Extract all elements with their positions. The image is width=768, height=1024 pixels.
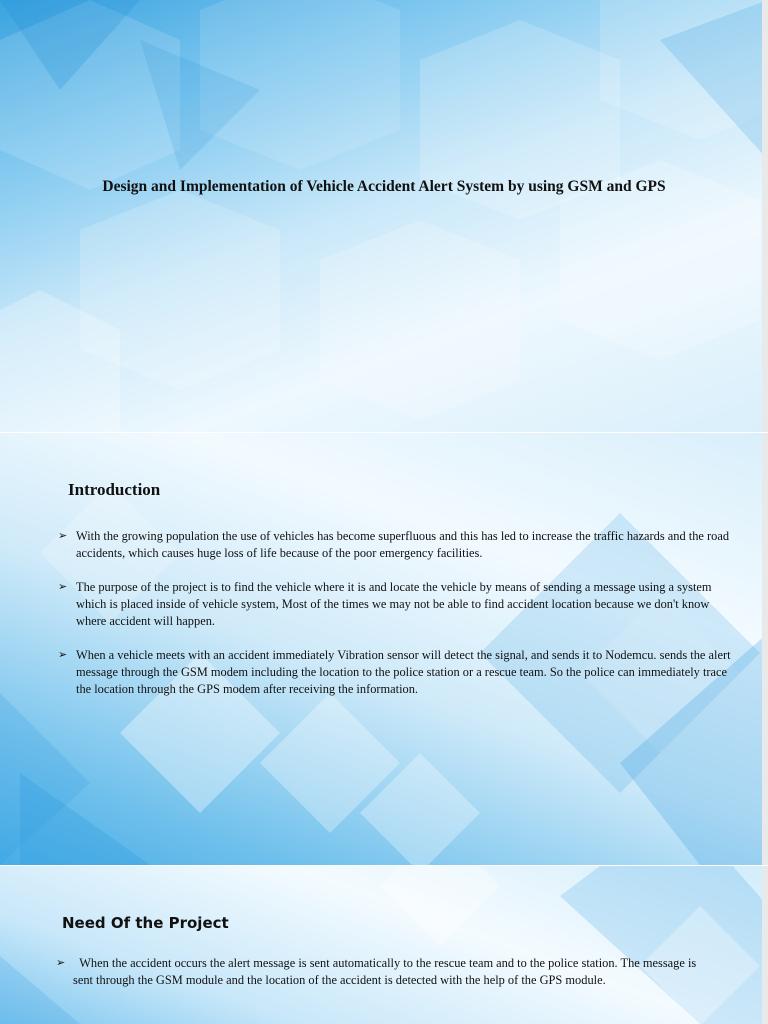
list-item <box>56 955 716 989</box>
list-item <box>58 528 738 562</box>
slide-edge <box>762 0 768 432</box>
need-slide <box>0 866 768 1024</box>
bullet-text: When a vehicle meets with an accident immediately Vibration sensor will detect the signal, and sends it to Nodemcu. sends the alert message through the GSM modem including the location to the police station or a rescue team. So the police can immediately trace the location through the GPS modem after receiving the information. <box>76 648 731 696</box>
diamond-background <box>0 866 768 1024</box>
slide-edge <box>762 866 768 1024</box>
introduction-bullet-list <box>58 528 738 715</box>
arrow-bullet-icon: ➢ <box>56 957 66 969</box>
bullet-text: The purpose of the project is to find the vehicle where it is and locate the vehicle by means of sending a message using a system which is placed inside of vehicle system, Most of the times we may not be able to find accident location because we don't know where accident will happen. <box>76 580 712 628</box>
need-heading: Need Of the Project <box>62 914 229 932</box>
introduction-heading: Introduction <box>68 480 161 499</box>
introduction-slide <box>0 433 768 865</box>
arrow-bullet-icon: ➢ <box>58 649 68 661</box>
list-item <box>58 579 738 630</box>
presentation-title: Design and Implementation of Vehicle Accident Alert System by using GSM and GPS <box>102 178 666 195</box>
title-slide <box>0 0 768 432</box>
hexagon-background <box>0 0 768 432</box>
bullet-text: With the growing population the use of vehicles has become superfluous and this has led to increase the traffic hazards and the road accidents, which causes huge loss of life because of the poor emergency facilities. <box>76 529 730 560</box>
need-bullet-list <box>56 955 716 989</box>
slide-edge <box>762 433 768 865</box>
list-item <box>58 647 738 698</box>
bullet-text: When the accident occurs the alert message is sent automatically to the rescue team and to the police station. The message is sent through the GSM module and the location of the accident is detected with the help of the GPS module. <box>73 956 700 987</box>
arrow-bullet-icon: ➢ <box>58 530 68 542</box>
arrow-bullet-icon: ➢ <box>58 581 68 593</box>
